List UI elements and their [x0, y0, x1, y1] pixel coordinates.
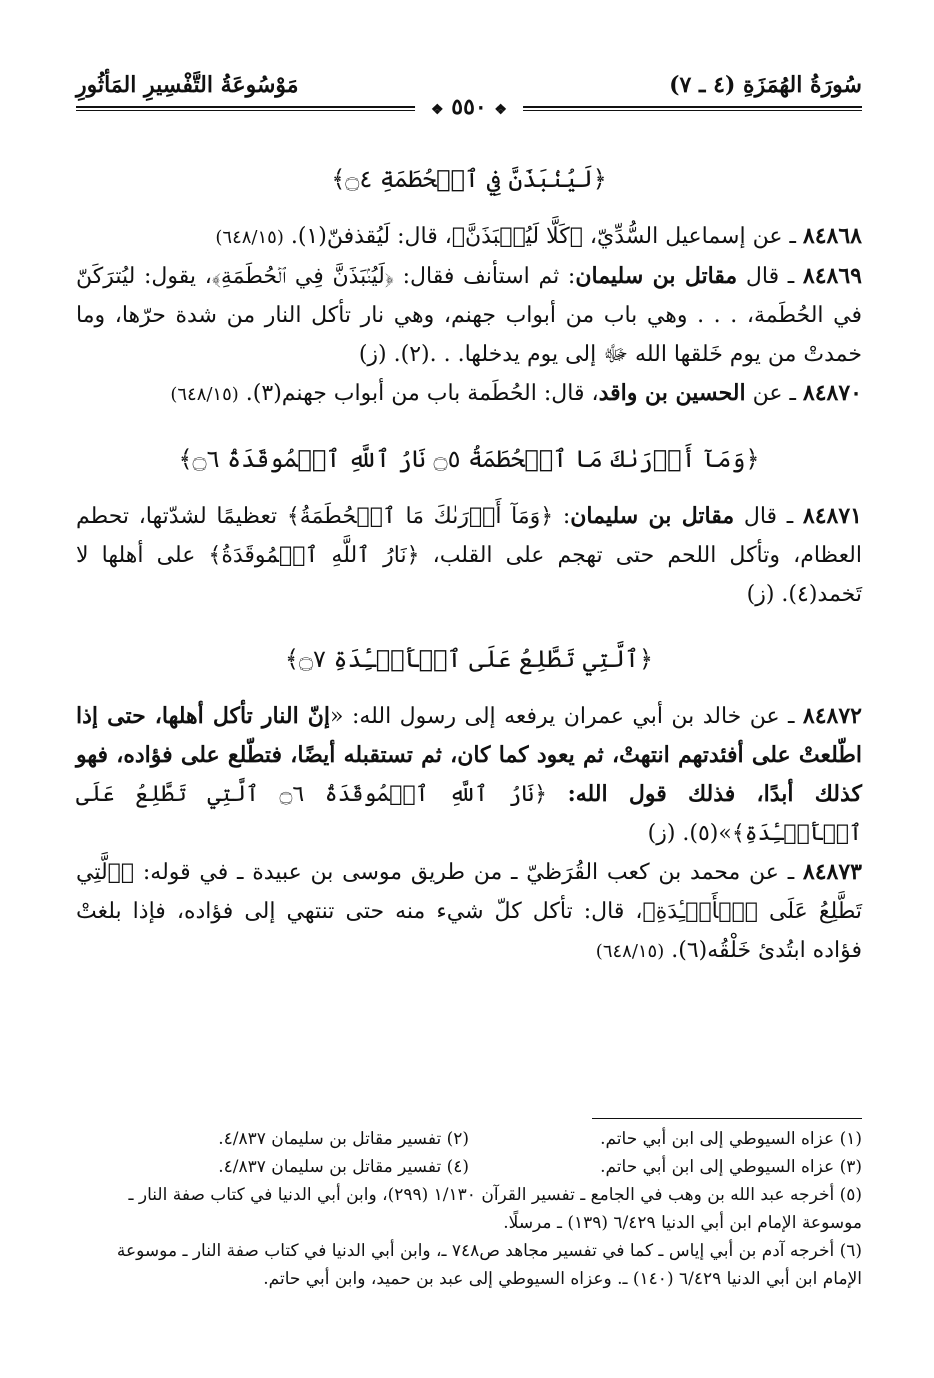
narration-prefix: ـ قال	[734, 504, 803, 529]
narration-number: ٨٤٨٧٠	[802, 380, 862, 406]
narrator-name: مقاتل بن سليمان	[575, 263, 738, 289]
ornament-icon: ❖	[431, 102, 444, 118]
narration-text: : ثم استأنف فقال: ﴿لَيُنۢبَذَنَّ فِي ٱلۡحُطَمَةِ﴾، يقول: ليُترَكَنّ في الحُطَمة، . . . وهي باب من أبواب جهنم، وهي نار تأكل النار من شدة حرّها، وما خمدتْ من يوم خَلقها الله ﷻ إلى يوم يدخلها. . .(٢). (ز)	[76, 264, 862, 367]
spacer	[76, 614, 862, 640]
running-header	[76, 70, 862, 130]
narration-number: ٨٤٨٦٨	[802, 223, 862, 249]
narration-text: : ﴿وَمَآ أَدۡرَىٰكَ مَا ٱلۡحُطَمَةُ﴾ تعظيمًا لشدّتها، تحطم العظام، وتأكل اللحم حتى تهجم على القلب، ﴿نَارُ ٱللَّهِ ٱلۡمُوقَدَةُ﴾ على أهلها لا تَخمد(٤). (ز)	[76, 504, 862, 607]
narration-entry	[76, 497, 862, 614]
narration-text: ﴿ٱلَّتِي تَطَّلِعُ عَلَى ٱلۡأَفۡـِٔدَةِ﴾، قال: تأكل كلّ شيء منه حتى تنتهي إلى فؤاده، فإذا بلغتْ فؤاده ابتُدئ خَلْقُه(٦).	[76, 860, 862, 963]
footnote-2: (٢) تفسير مقاتل بن سليمان ٤/٨٣٧.	[218, 1129, 469, 1149]
footnote-5: (٥) أخرجه عبد الله بن وهب في الجامع ـ تفسير القرآن ١/١٣٠ (٢٩٩)، وابن أبي الدنيا في كتاب صفة النار ـ موسوعة الإمام ابن أبي الدنيا ٦/٤٢٩ (١٣٩) ـ مرسلًا.	[128, 1185, 862, 1233]
footnote-separator	[592, 1118, 862, 1119]
narration-number: ٨٤٨٧١	[802, 503, 862, 529]
narration-number: ٨٤٨٦٩	[802, 263, 862, 289]
cross-reference: (٦٤٨/١٥)	[595, 941, 665, 962]
narration-prefix: ـ عن	[745, 381, 803, 406]
narration-prefix: ـ عن خالد بن أبي عمران يرفعه إلى رسول الله: «	[330, 704, 803, 729]
page-number: ٥٥٠	[451, 94, 487, 120]
narration-entry	[76, 217, 862, 257]
verse-heading: ﴿ٱلَّتِي تَطَّلِعُ عَلَى ٱلۡأَفۡـِٔدَةِ ۝٧﴾	[284, 645, 654, 673]
footnote-row	[76, 1153, 862, 1181]
narration-text: ـ عن إسماعيل السُّدِّيّ، ﴿كَلَّا لَيُنۢبَذَنَّ﴾، قال: لَيُقذفنّ(١).	[283, 224, 803, 249]
footnote-4: (٤) تفسير مقاتل بن سليمان ٤/٨٣٧.	[218, 1157, 469, 1177]
narrator-name: الحسين بن واقد	[598, 380, 746, 406]
narration-number: ٨٤٨٧٢	[802, 703, 862, 729]
cross-reference: (٦٤٨/١٥)	[170, 384, 239, 405]
footnote-3: (٣) عزاه السيوطي إلى ابن أبي حاتم.	[600, 1157, 862, 1177]
surah-title: سُورَةُ الهُمَزَةِ (٤ ـ ٧)	[669, 72, 862, 98]
narrator-name: مقاتل بن سليمان	[570, 503, 735, 529]
footnote-row	[76, 1125, 862, 1153]
narration-text: ، قال: الحُطَمة باب من أبواب جهنم(٣).	[238, 381, 599, 406]
narration-entry	[76, 697, 862, 853]
page-number-block	[415, 94, 523, 120]
footnotes	[76, 1118, 862, 1293]
footnote-1: (١) عزاه السيوطي إلى ابن أبي حاتم.	[600, 1129, 862, 1149]
narration-entry	[76, 257, 862, 374]
book-title: مَوْسُوعَةُ التَّفْسِيرِ المَأثُورِ	[76, 72, 299, 98]
narration-text: ﴿نَارُ ٱللَّهِ ٱلۡمُوقَدَةُ ۝٦ ٱلَّتِي تَطَّلِعُ عَلَى ٱلۡأَفۡـِٔدَةِ﴾»(٥). (ز)	[76, 782, 862, 846]
hadith-text: إنّ النار تأكل أهلها، حتى إذا اطّلعتْ على أفئدتهم انتهتْ، ثم يعود كما كان، ثم تستقبله أيضًا، فتطّلع على فؤاده، فهو كذلك أبدًا، فذلك قول الله:	[76, 703, 862, 807]
ornament-icon: ❖	[494, 102, 507, 118]
verse-heading: ﴿لَيُنۢبَذَنَّ فِي ٱلۡحُطَمَةِ ۝٤﴾	[331, 165, 607, 193]
footnote-6: (٦) أخرجه آدم بن أبي إياس ـ كما في تفسير مجاهد ص٧٤٨ ـ، وابن أبي الدنيا في كتاب صفة النار ـ موسوعة الإمام ابن أبي الدنيا ٦/٤٢٩ (١٤٠) ـ. وعزاه السيوطي إلى عبد بن حميد، وابن أبي حاتم.	[116, 1241, 862, 1289]
narration-prefix: ـ عن محمد بن كعب القُرَظيّ ـ من طريق موسى بن عبيدة ـ في قوله:	[134, 860, 803, 885]
narration-number: ٨٤٨٧٣	[802, 859, 862, 885]
verse-heading: ﴿وَمَآ أَدۡرَىٰكَ مَا ٱلۡحُطَمَةُ ۝٥ نَارُ ٱللَّهِ ٱلۡمُوقَدَةُ ۝٦﴾	[178, 445, 760, 473]
narration-prefix: ـ قال	[737, 264, 803, 289]
narration-entry	[76, 374, 862, 414]
main-content	[76, 160, 862, 971]
cross-reference: (٦٤٨/١٥)	[215, 227, 284, 248]
spacer	[76, 414, 862, 440]
narration-entry	[76, 853, 862, 971]
